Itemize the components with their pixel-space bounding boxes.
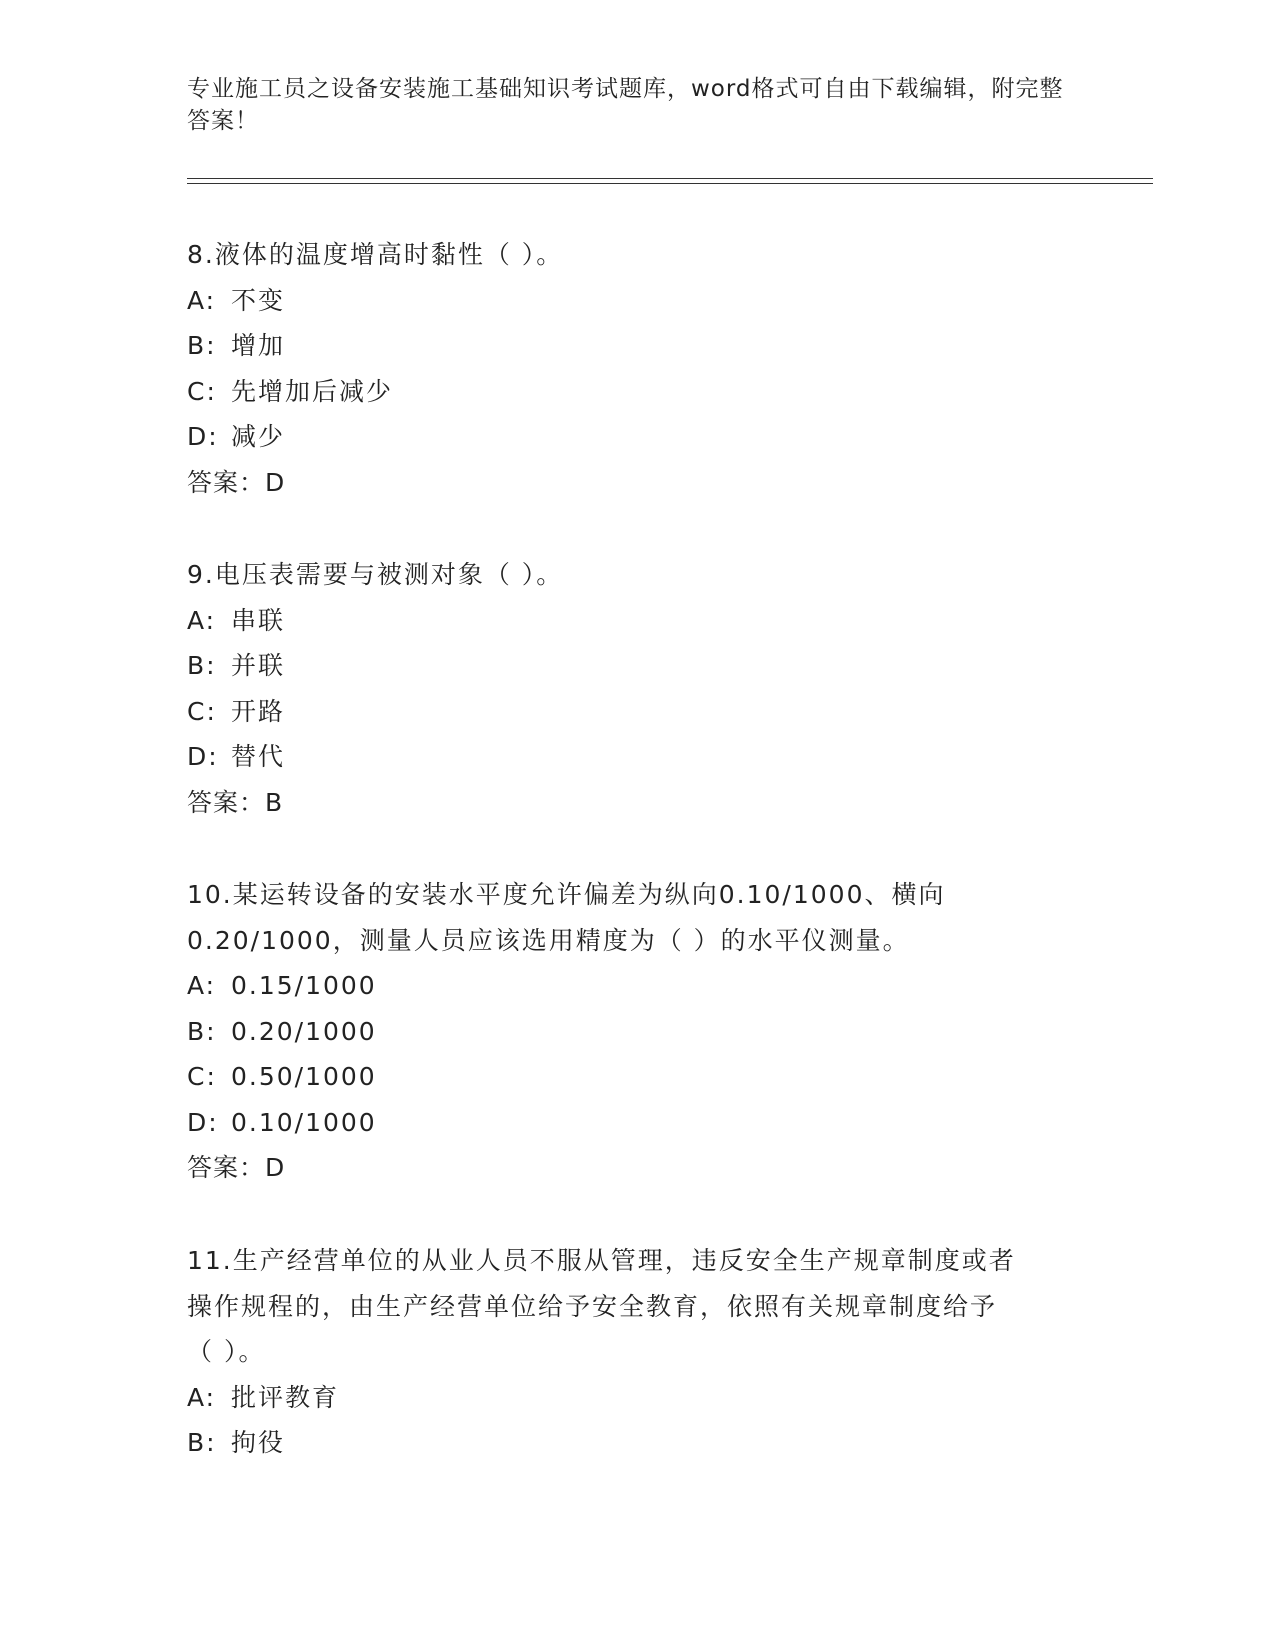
option-key: D: bbox=[187, 742, 219, 771]
option-d bbox=[187, 1100, 1087, 1146]
question-text: 操作规程的，由生产经营单位给予安全教育，依照有关规章制度给予 bbox=[187, 1291, 998, 1321]
option-text: 增加 bbox=[231, 331, 286, 360]
option-key: B: bbox=[187, 1428, 217, 1457]
option-text: 开路 bbox=[231, 696, 286, 726]
option-a bbox=[187, 278, 1087, 324]
option-key: C: bbox=[187, 1062, 217, 1091]
option-c bbox=[187, 689, 1087, 735]
option-key: D: bbox=[187, 422, 219, 451]
option-key: B: bbox=[187, 1016, 217, 1046]
option-text: 串联 bbox=[231, 605, 286, 635]
header-divider-bottom bbox=[187, 183, 1153, 184]
option-text: 0.50/1000 bbox=[231, 1062, 377, 1091]
question-block-10 bbox=[187, 872, 1087, 1191]
option-key: C: bbox=[187, 376, 217, 406]
option-text: 不变 bbox=[231, 285, 286, 315]
option-d bbox=[187, 414, 1087, 460]
answer: 答案：D bbox=[187, 1153, 286, 1182]
question-text: 9.电压表需要与被测对象（ ）。 bbox=[187, 560, 564, 589]
question-text: 0.20/1000，测量人员应该选用精度为（ ）的水平仪测量。 bbox=[187, 925, 910, 955]
option-key: A: bbox=[187, 1382, 217, 1412]
option-text: 并联 bbox=[231, 651, 286, 680]
option-key: A: bbox=[187, 971, 217, 1000]
question-block-11 bbox=[187, 1238, 1087, 1466]
option-a bbox=[187, 598, 1087, 644]
option-a bbox=[187, 1375, 1087, 1421]
question-block-8 bbox=[187, 232, 1087, 505]
option-b bbox=[187, 643, 1087, 689]
question-text: 11.生产经营单位的从业人员不服从管理，违反安全生产规章制度或者 bbox=[187, 1246, 1016, 1275]
option-text: 批评教育 bbox=[231, 1382, 340, 1412]
option-key: B: bbox=[187, 651, 217, 680]
option-b bbox=[187, 323, 1087, 369]
question-text: （ ）。 bbox=[187, 1337, 266, 1366]
answer: 答案：D bbox=[187, 467, 286, 497]
option-d bbox=[187, 734, 1087, 780]
option-a bbox=[187, 963, 1087, 1009]
question-text: 10.某运转设备的安装水平度允许偏差为纵向0.10/1000、横向 bbox=[187, 880, 946, 909]
header-divider-top bbox=[187, 178, 1153, 179]
option-text: 0.10/1000 bbox=[231, 1107, 377, 1137]
option-text: 减少 bbox=[231, 422, 286, 451]
document-header bbox=[187, 73, 1067, 137]
question-block-9 bbox=[187, 552, 1087, 825]
option-text: 0.15/1000 bbox=[231, 971, 377, 1000]
option-key: D: bbox=[187, 1107, 219, 1137]
option-key: B: bbox=[187, 331, 217, 360]
option-text: 先增加后减少 bbox=[231, 376, 394, 406]
option-text: 0.20/1000 bbox=[231, 1016, 377, 1046]
option-text: 替代 bbox=[231, 742, 286, 771]
question-text: 8.液体的温度增高时黏性（ ）。 bbox=[187, 240, 564, 269]
option-b bbox=[187, 1009, 1087, 1055]
option-text: 拘役 bbox=[231, 1428, 286, 1457]
option-key: A: bbox=[187, 605, 217, 635]
option-c bbox=[187, 1054, 1087, 1100]
answer: 答案：B bbox=[187, 787, 284, 817]
option-c bbox=[187, 369, 1087, 415]
option-key: C: bbox=[187, 696, 217, 726]
option-b bbox=[187, 1420, 1087, 1466]
option-key: A: bbox=[187, 285, 217, 315]
header-text: 专业施工员之设备安装施工基础知识考试题库，word格式可自由下载编辑，附完整答案！ bbox=[187, 76, 1064, 134]
